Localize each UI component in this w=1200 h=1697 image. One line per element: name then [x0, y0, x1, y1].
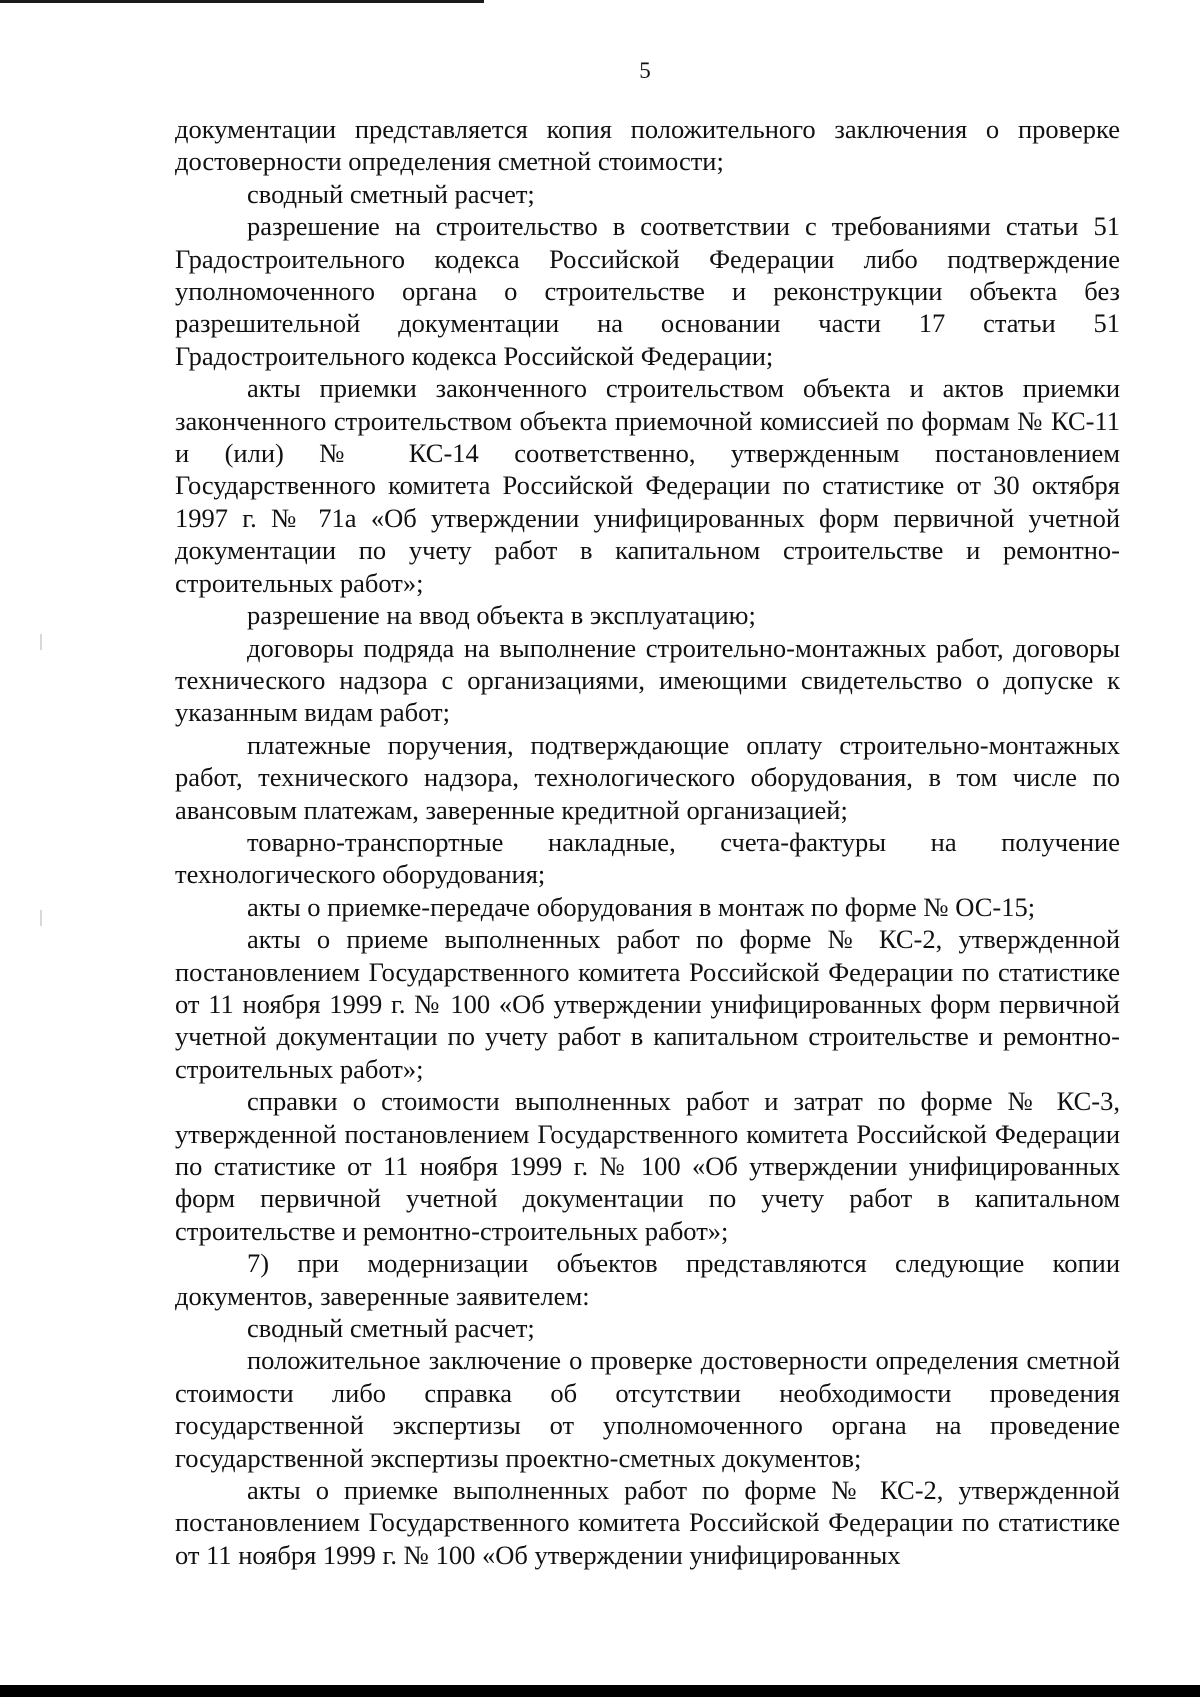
paragraph: товарно-транспортные накладные, счета-фактуры на получение технологического оборудования; [175, 826, 1120, 890]
paragraph: акты о приеме выполненных работ по форме № КС-2, утвержденной постановлением Государственного комитета Российской Федерации по статистике от 11 ноября 1999 г. № 100 «Об утверждении унифицированных форм первичной учетной документации по учету работ в капитальном строительстве и ремонтно-строительных работ»; [175, 924, 1120, 1084]
paragraph: акты о приемке выполненных работ по форме № КС-2, утвержденной постановлением Государственного комитета Российской Федерации по статистике от 11 ноября 1999 г. № 100 «Об утверждении унифицированных [175, 1475, 1120, 1570]
document-body [175, 113, 1120, 1571]
paragraph: платежные поручения, подтверждающие оплату строительно-монтажных работ, технического надзора, технологического оборудования, в том числе по авансовым платежам, заверенные кредитной организацией; [175, 729, 1120, 825]
paragraph: разрешение на ввод объекта в эксплуатацию; [247, 600, 756, 631]
paragraph: договоры подряда на выполнение строительно-монтажных работ, договоры технического надзора с организациями, имеющими свидетельство о допуске к указанным видам работ; [175, 632, 1120, 728]
paragraph: сводный сметный расчет; [247, 178, 535, 209]
paragraph: 7) при модернизации объектов представляются следующие копии документов, заверенные заявителем: [175, 1248, 1120, 1311]
paragraph: разрешение на строительство в соответствии с требованиями статьи 51 Градостроительного кодекса Российской Федерации либо подтверждение уполномоченного органа о строительстве и реконструкции объекта без разрешительной документации на основании части 17 статьи 51 Градостроительного кодекса Российской Федерации; [175, 211, 1120, 371]
paragraph: сводный сметный расчет; [247, 1313, 535, 1344]
scan-edge-top [0, 0, 484, 3]
page-number: 5 [639, 58, 651, 83]
paragraph: документации представляется копия положительного заключения о проверке достоверности определения сметной стоимости; [175, 114, 1120, 177]
scan-edge-bottom [0, 1685, 1200, 1697]
paragraph: акты о приемке-передаче оборудования в монтаж по форме № ОС-15; [247, 891, 1036, 922]
scan-margin-mark [40, 910, 42, 926]
paragraph: положительное заключение о проверке достоверности определения сметной стоимости либо справка об отсутствии необходимости проведения государственной экспертизы от уполномоченного органа на проведение государственной экспертизы проектно-сметных документов; [175, 1345, 1120, 1473]
scan-margin-mark [40, 634, 42, 650]
paragraph: акты приемки законченного строительством объекта и актов приемки законченного строительством объекта приемочной комиссией по формам № КС-11 и (или) № КС-14 соответственно, утвержденным постановлением Государственного комитета Российской Федерации по статистике от 30 октября 1997 г. № 71а «Об утверждении унифицированных форм первичной учетной документации по учету работ в капитальном строительстве и ремонтно-строительных работ»; [175, 373, 1120, 598]
paragraph: справки о стоимости выполненных работ и затрат по форме № КС-3, утвержденной постановлением Государственного комитета Российской Федерации по статистике от 11 ноября 1999 г. № 100 «Об утверждении унифицированных форм первичной учетной документации по учету работ в капитальном строительстве и ремонтно-строительных работ»; [175, 1086, 1120, 1246]
